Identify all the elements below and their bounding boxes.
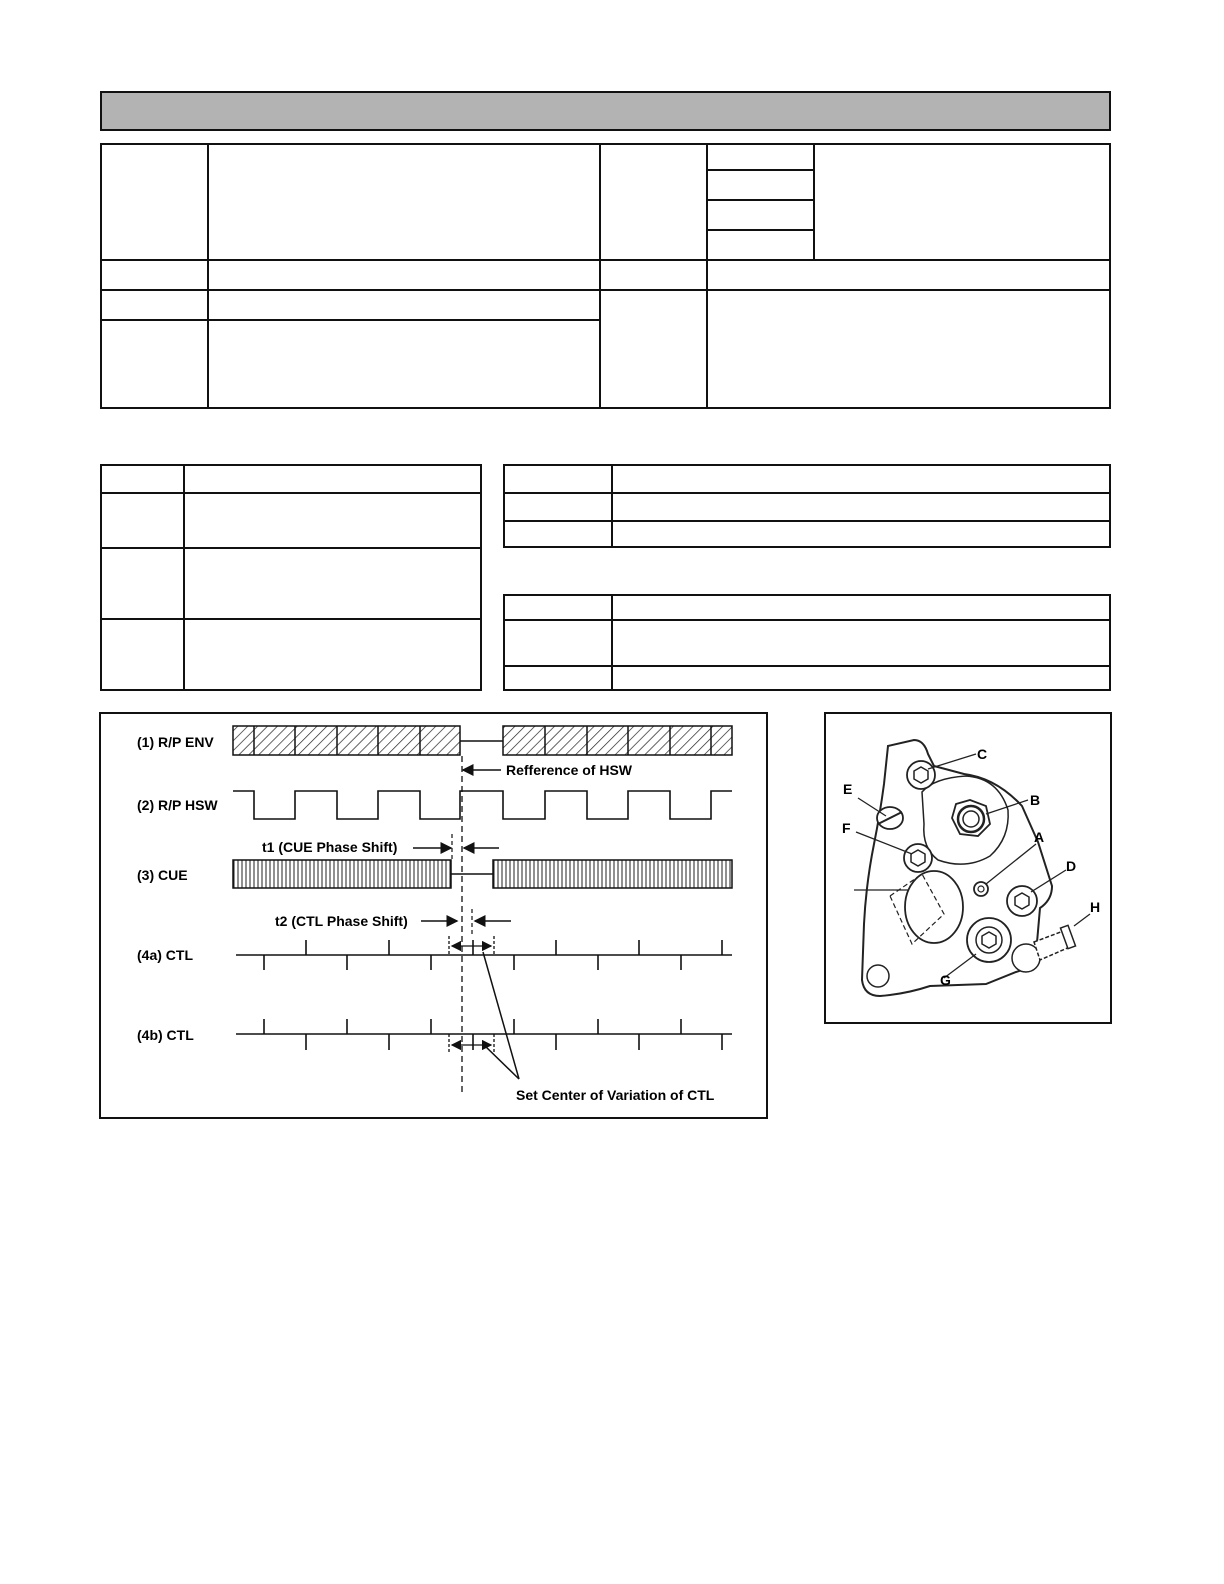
screw-c: [907, 761, 935, 789]
label-set-center: Set Center of Variation of CTL: [516, 1087, 715, 1103]
ctl-4b-variation: [449, 1034, 494, 1053]
waveform-svg: [101, 714, 766, 1117]
cue-signal: [233, 860, 732, 888]
adjustment-table-right-1: [503, 464, 1111, 548]
screw-a: [974, 882, 988, 896]
label-e: E: [843, 781, 853, 797]
spec-table: [100, 143, 1111, 409]
label-b: B: [1030, 792, 1041, 808]
section-header-bar: [100, 91, 1111, 131]
waveform-diagram: [99, 712, 768, 1119]
ctl-4a-variation: [449, 936, 494, 954]
adjustment-table-right-2: [503, 594, 1111, 691]
screw-e: [877, 807, 903, 829]
label-h: H: [1090, 899, 1101, 915]
rp-env-signal: [233, 726, 732, 755]
mechanism-diagram: [824, 712, 1112, 1024]
label-cue: (3) CUE: [137, 867, 188, 883]
label-c: C: [977, 746, 988, 762]
screw-f: [904, 844, 932, 872]
label-ref-hsw: Refference of HSW: [506, 762, 633, 778]
label-rp-hsw: (2) R/P HSW: [137, 797, 218, 813]
label-t2: t2 (CTL Phase Shift): [275, 913, 408, 929]
mechanism-svg: [826, 714, 1110, 1022]
label-d: D: [1066, 858, 1077, 874]
label-rp-env: (1) R/P ENV: [137, 734, 214, 750]
label-ctl-4b: (4b) CTL: [137, 1027, 194, 1043]
label-g: G: [940, 972, 951, 988]
label-ctl-4a: (4a) CTL: [137, 947, 193, 963]
rp-hsw-signal: [233, 791, 732, 819]
label-f: F: [842, 820, 851, 836]
adjustment-table-left: [100, 464, 482, 691]
label-t1: t1 (CUE Phase Shift): [262, 839, 398, 855]
nut-b: [952, 800, 990, 836]
label-a: A: [1034, 829, 1045, 845]
